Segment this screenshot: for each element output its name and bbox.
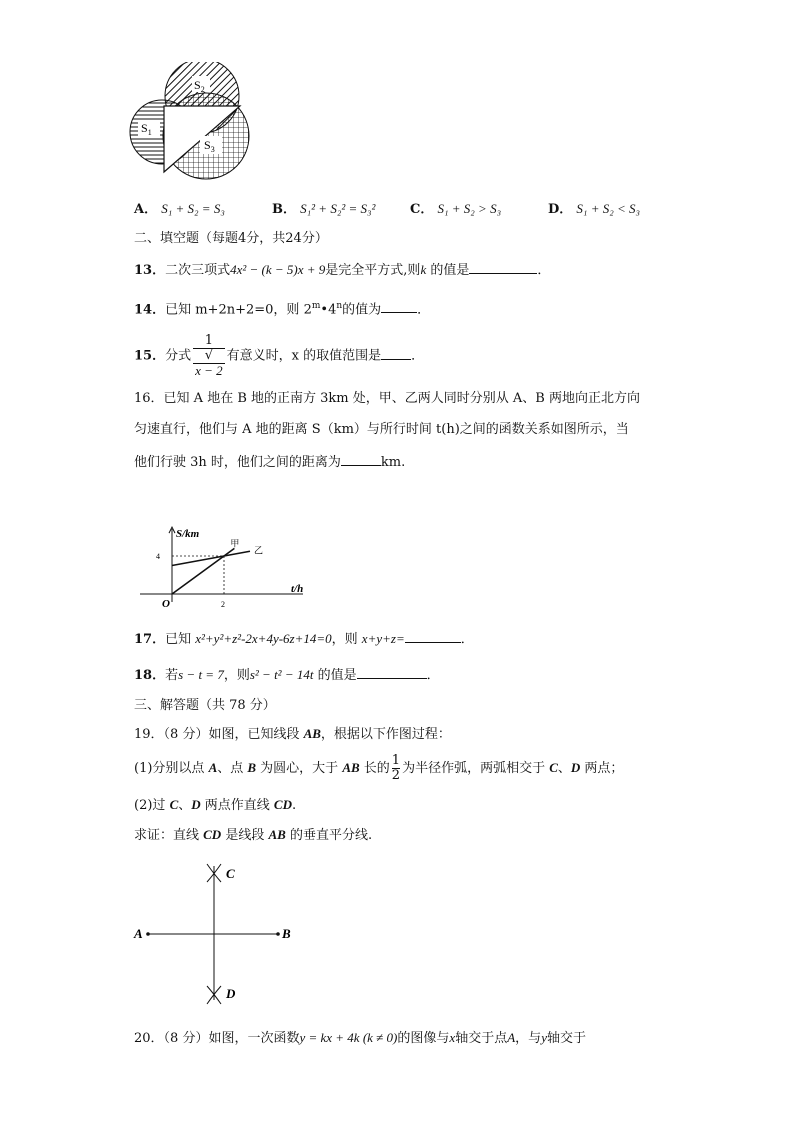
option-b: B． S₁² + S₂² = S₃² [272, 201, 376, 217]
question-14: 14．已知 m+2n+2=0，则 2$^m$•4$^n$的值为 ． [134, 296, 430, 320]
x-axis-label: t/h [291, 583, 304, 595]
series-label-1: 甲 [230, 538, 240, 549]
question-16-line-3: 他们行驶 3h 时，他们之间的距离为 km. [134, 451, 405, 473]
question-20: 20．（8 分）如图，一次函数y = kx + 4k (k ≠ 0)的图像与x轴交于点A，与y轴交于 [134, 1030, 586, 1046]
question-15: 15．分式 1 √ x − 2 有意义时，x 的取值范围是 ． [134, 333, 425, 378]
question-18: 18．若s − t = 7，则s² − t² − 14t 的值是 ． [134, 664, 440, 686]
section-3-title: 三、解答题（共 78 分） [134, 698, 276, 713]
y-tick-label: 4 [156, 552, 160, 561]
label-c: C [226, 866, 235, 881]
question-16-line-2: 匀速直行，他们与 A 地的距离 S（km）与所行时间 t(h)之间的函数关系如图所示，当 [134, 422, 629, 437]
s1-label: $S_1$ [141, 121, 152, 137]
question-19-step-1: (1)分别以点 A、点 B 为圆心，大于 AB 长的 $\frac{1}{2}$ 为半径作弧，两弧相交于 C、D 两点； [134, 753, 624, 783]
half-fraction: $\frac{1}{2}$ [391, 753, 401, 783]
section-2-title: 二、填空题（每题4分，共24分） [134, 231, 328, 246]
x-tick-label: 2 [221, 600, 225, 609]
option-c: C． S₁ + S₂ > S₃ [410, 201, 502, 217]
label-a: A [134, 926, 143, 941]
option-d: D． S₁ + S₂ < S₃ [548, 201, 641, 217]
s2-label: $S_2$ [194, 78, 205, 94]
point-a [146, 932, 150, 936]
perpendicular-bisector-figure [130, 860, 300, 1010]
question-17: 17．已知 x²+y²+z²-2x+4y-6z+14=0，则 x+y+z= ． [134, 628, 474, 650]
origin-label: O [162, 598, 170, 610]
y-axis-label: S/km [176, 528, 200, 541]
question-19-step-2: (2)过 C、D 两点作直线 CD. [134, 797, 297, 813]
label-d: D [226, 986, 236, 1001]
s3-label: $S_3$ [204, 138, 215, 154]
point-b [276, 932, 280, 936]
distance-time-chart [134, 480, 304, 616]
question-16-line-1: 16．已知 A 地在 B 地的正南方 3km 处，甲、乙两人同时分别从 A、B 两地向正北方向 [134, 391, 640, 406]
fraction: 1 √ x − 2 [195, 333, 223, 378]
question-19-intro: 19．（8 分）如图，已知线段 AB，根据以下作图过程： [134, 726, 451, 742]
circles-figure [128, 62, 254, 182]
series-line-2 [172, 551, 250, 565]
label-b: B [282, 926, 291, 941]
option-a: A． S₁ + S₂ = S₃ [134, 201, 225, 217]
question-19-proof: 求证：直线 CD 是线段 AB 的垂直平分线. [134, 827, 373, 843]
question-13: 13．二次三项式4x² − (k − 5)x + 9是完全平方式,则k 的值是 ． [134, 259, 550, 281]
series-label-2: 乙 [254, 545, 264, 556]
